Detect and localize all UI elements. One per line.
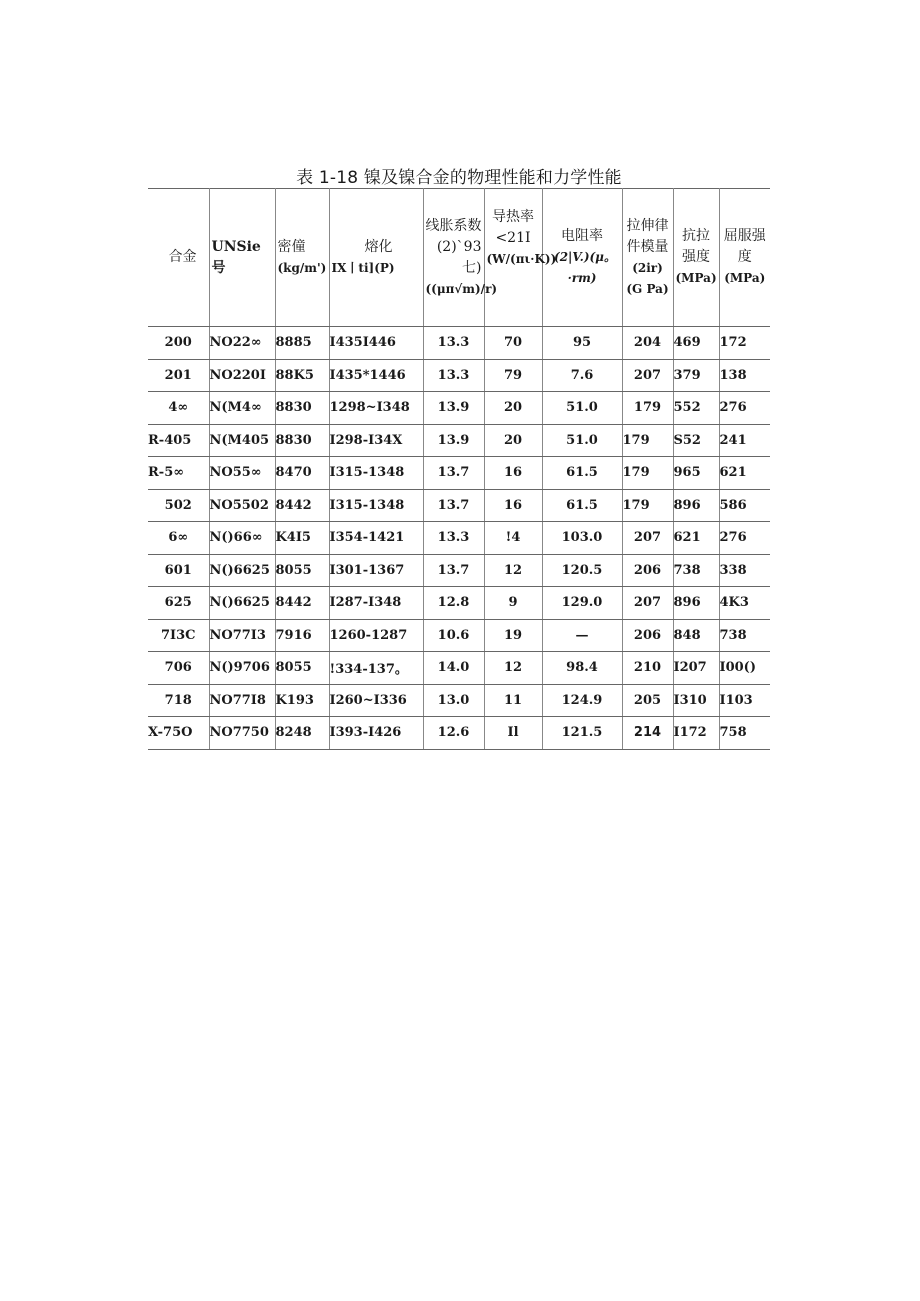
- cell-uns: N(M405: [209, 424, 275, 457]
- cell-yield: I103: [719, 684, 770, 717]
- table-row: [148, 457, 770, 490]
- cell-modulus: 207: [622, 359, 673, 392]
- cell-tensile: 896: [673, 489, 719, 522]
- cell-tensile: I172: [673, 717, 719, 750]
- cell-expansion: 13.0: [423, 684, 484, 717]
- header-thermal: 导热率<21I (W/(πι·K)): [484, 189, 542, 327]
- cell-alloy: R-5∞: [148, 457, 209, 490]
- cell-thermal: 9: [484, 587, 542, 620]
- cell-thermal: 20: [484, 424, 542, 457]
- cell-tensile: 469: [673, 327, 719, 360]
- header-resistivity: 电阻率 (2|V.)(μ。·rm): [542, 189, 622, 327]
- cell-thermal: !4: [484, 522, 542, 555]
- cell-yield: 586: [719, 489, 770, 522]
- cell-melting: 1298~I348: [329, 392, 423, 425]
- properties-table: [148, 188, 770, 750]
- cell-melting: I435*1446: [329, 359, 423, 392]
- table-row: [148, 717, 770, 750]
- table-row: [148, 522, 770, 555]
- header-yield: 屈服强度 (MPa): [719, 189, 770, 327]
- cell-resistivity: 61.5: [542, 489, 622, 522]
- cell-expansion: 13.7: [423, 554, 484, 587]
- cell-uns: NO77I3: [209, 619, 275, 652]
- cell-yield: 621: [719, 457, 770, 490]
- cell-yield: 138: [719, 359, 770, 392]
- cell-modulus: 179: [622, 489, 673, 522]
- cell-tensile: 621: [673, 522, 719, 555]
- header-melting: 熔化 IX丨ti](P): [329, 189, 423, 327]
- cell-tensile: I310: [673, 684, 719, 717]
- header-uns: UNSie 号: [209, 189, 275, 327]
- cell-expansion: 13.7: [423, 457, 484, 490]
- header-modulus: 拉伸律件模量 (2ir)(G Pa): [622, 189, 673, 327]
- cell-yield: 758: [719, 717, 770, 750]
- cell-density: 8055: [275, 554, 329, 587]
- cell-resistivity: 121.5: [542, 717, 622, 750]
- cell-uns: N()6625: [209, 554, 275, 587]
- cell-modulus: 206: [622, 554, 673, 587]
- cell-resistivity: 61.5: [542, 457, 622, 490]
- cell-melting: I298-I34X: [329, 424, 423, 457]
- cell-melting: I354-1421: [329, 522, 423, 555]
- cell-expansion: 13.3: [423, 359, 484, 392]
- cell-thermal: 20: [484, 392, 542, 425]
- header-expansion: 线胀系数(2)`93七) ((μπ√m)/r): [423, 189, 484, 327]
- cell-density: 8830: [275, 424, 329, 457]
- cell-modulus: 207: [622, 522, 673, 555]
- cell-alloy: 706: [148, 652, 209, 685]
- cell-tensile: 848: [673, 619, 719, 652]
- cell-thermal: 19: [484, 619, 542, 652]
- cell-melting: !334-137。: [329, 652, 423, 685]
- cell-yield: 338: [719, 554, 770, 587]
- cell-melting: I315-1348: [329, 489, 423, 522]
- cell-expansion: 13.9: [423, 392, 484, 425]
- cell-thermal: Il: [484, 717, 542, 750]
- cell-expansion: 13.3: [423, 327, 484, 360]
- cell-uns: NO55∞: [209, 457, 275, 490]
- header-tensile: 抗拉强度 (MPa): [673, 189, 719, 327]
- cell-melting: I301-1367: [329, 554, 423, 587]
- cell-resistivity: 120.5: [542, 554, 622, 587]
- cell-modulus: 206: [622, 619, 673, 652]
- cell-tensile: 896: [673, 587, 719, 620]
- cell-yield: 276: [719, 392, 770, 425]
- cell-uns: N()6625: [209, 587, 275, 620]
- cell-modulus: 210: [622, 652, 673, 685]
- cell-expansion: 13.9: [423, 424, 484, 457]
- cell-alloy: 7I3C: [148, 619, 209, 652]
- cell-resistivity: 95: [542, 327, 622, 360]
- cell-thermal: 16: [484, 489, 542, 522]
- cell-alloy: 201: [148, 359, 209, 392]
- cell-modulus: 207: [622, 587, 673, 620]
- cell-thermal: 79: [484, 359, 542, 392]
- cell-density: 88K5: [275, 359, 329, 392]
- cell-alloy: 200: [148, 327, 209, 360]
- header-row: [148, 189, 770, 327]
- cell-density: 8830: [275, 392, 329, 425]
- cell-melting: I315-1348: [329, 457, 423, 490]
- cell-density: 8885: [275, 327, 329, 360]
- table-row: [148, 587, 770, 620]
- cell-resistivity: 124.9: [542, 684, 622, 717]
- cell-resistivity: 51.0: [542, 392, 622, 425]
- cell-uns: NO5502: [209, 489, 275, 522]
- cell-modulus: 179: [622, 392, 673, 425]
- cell-yield: 738: [719, 619, 770, 652]
- cell-alloy: R-405: [148, 424, 209, 457]
- cell-thermal: 16: [484, 457, 542, 490]
- cell-tensile: S52: [673, 424, 719, 457]
- cell-expansion: 14.0: [423, 652, 484, 685]
- cell-expansion: 13.3: [423, 522, 484, 555]
- cell-resistivity: 7.6: [542, 359, 622, 392]
- cell-modulus: 179: [622, 457, 673, 490]
- table-row: [148, 424, 770, 457]
- cell-uns: NO220I: [209, 359, 275, 392]
- cell-resistivity: 129.0: [542, 587, 622, 620]
- table-row: [148, 554, 770, 587]
- cell-alloy: 4∞: [148, 392, 209, 425]
- cell-modulus: 214: [622, 717, 673, 750]
- table-row: [148, 684, 770, 717]
- cell-density: 7916: [275, 619, 329, 652]
- cell-density: 8470: [275, 457, 329, 490]
- table-row: [148, 619, 770, 652]
- cell-alloy: 625: [148, 587, 209, 620]
- cell-alloy: 6∞: [148, 522, 209, 555]
- cell-uns: N(M4∞: [209, 392, 275, 425]
- cell-yield: 276: [719, 522, 770, 555]
- cell-thermal: 11: [484, 684, 542, 717]
- table-title: 表 1-18 镍及镍合金的物理性能和力学性能: [296, 168, 622, 188]
- cell-density: K4I5: [275, 522, 329, 555]
- cell-expansion: 13.7: [423, 489, 484, 522]
- cell-yield: 4K3: [719, 587, 770, 620]
- table-row: [148, 489, 770, 522]
- cell-modulus: 204: [622, 327, 673, 360]
- cell-melting: I260~I336: [329, 684, 423, 717]
- cell-melting: I435I446: [329, 327, 423, 360]
- cell-uns: NO77I8: [209, 684, 275, 717]
- cell-alloy: X-75O: [148, 717, 209, 750]
- table-row: [148, 359, 770, 392]
- cell-density: 8442: [275, 587, 329, 620]
- cell-thermal: 12: [484, 554, 542, 587]
- cell-yield: 241: [719, 424, 770, 457]
- cell-density: 8248: [275, 717, 329, 750]
- cell-thermal: 12: [484, 652, 542, 685]
- cell-density: 8055: [275, 652, 329, 685]
- header-alloy: 合金: [148, 189, 209, 327]
- cell-uns: NO7750: [209, 717, 275, 750]
- table-row: [148, 392, 770, 425]
- cell-thermal: 70: [484, 327, 542, 360]
- cell-alloy: 502: [148, 489, 209, 522]
- cell-tensile: 552: [673, 392, 719, 425]
- cell-melting: I287-I348: [329, 587, 423, 620]
- cell-expansion: 10.6: [423, 619, 484, 652]
- table-row: [148, 327, 770, 360]
- cell-uns: N()9706: [209, 652, 275, 685]
- cell-resistivity: 51.0: [542, 424, 622, 457]
- cell-tensile: 738: [673, 554, 719, 587]
- cell-uns: N()66∞: [209, 522, 275, 555]
- cell-density: K193: [275, 684, 329, 717]
- cell-uns: NO22∞: [209, 327, 275, 360]
- cell-resistivity: 98.4: [542, 652, 622, 685]
- cell-melting: 1260-1287: [329, 619, 423, 652]
- cell-tensile: 379: [673, 359, 719, 392]
- cell-expansion: 12.6: [423, 717, 484, 750]
- cell-resistivity: 103.0: [542, 522, 622, 555]
- cell-melting: I393-I426: [329, 717, 423, 750]
- cell-modulus: 205: [622, 684, 673, 717]
- cell-yield: I00(): [719, 652, 770, 685]
- cell-tensile: I207: [673, 652, 719, 685]
- header-density: 密僮 (kg/m'): [275, 189, 329, 327]
- table-row: [148, 652, 770, 685]
- cell-expansion: 12.8: [423, 587, 484, 620]
- cell-resistivity: —: [542, 619, 622, 652]
- cell-alloy: 718: [148, 684, 209, 717]
- cell-yield: 172: [719, 327, 770, 360]
- cell-tensile: 965: [673, 457, 719, 490]
- cell-modulus: 179: [622, 424, 673, 457]
- cell-density: 8442: [275, 489, 329, 522]
- cell-alloy: 601: [148, 554, 209, 587]
